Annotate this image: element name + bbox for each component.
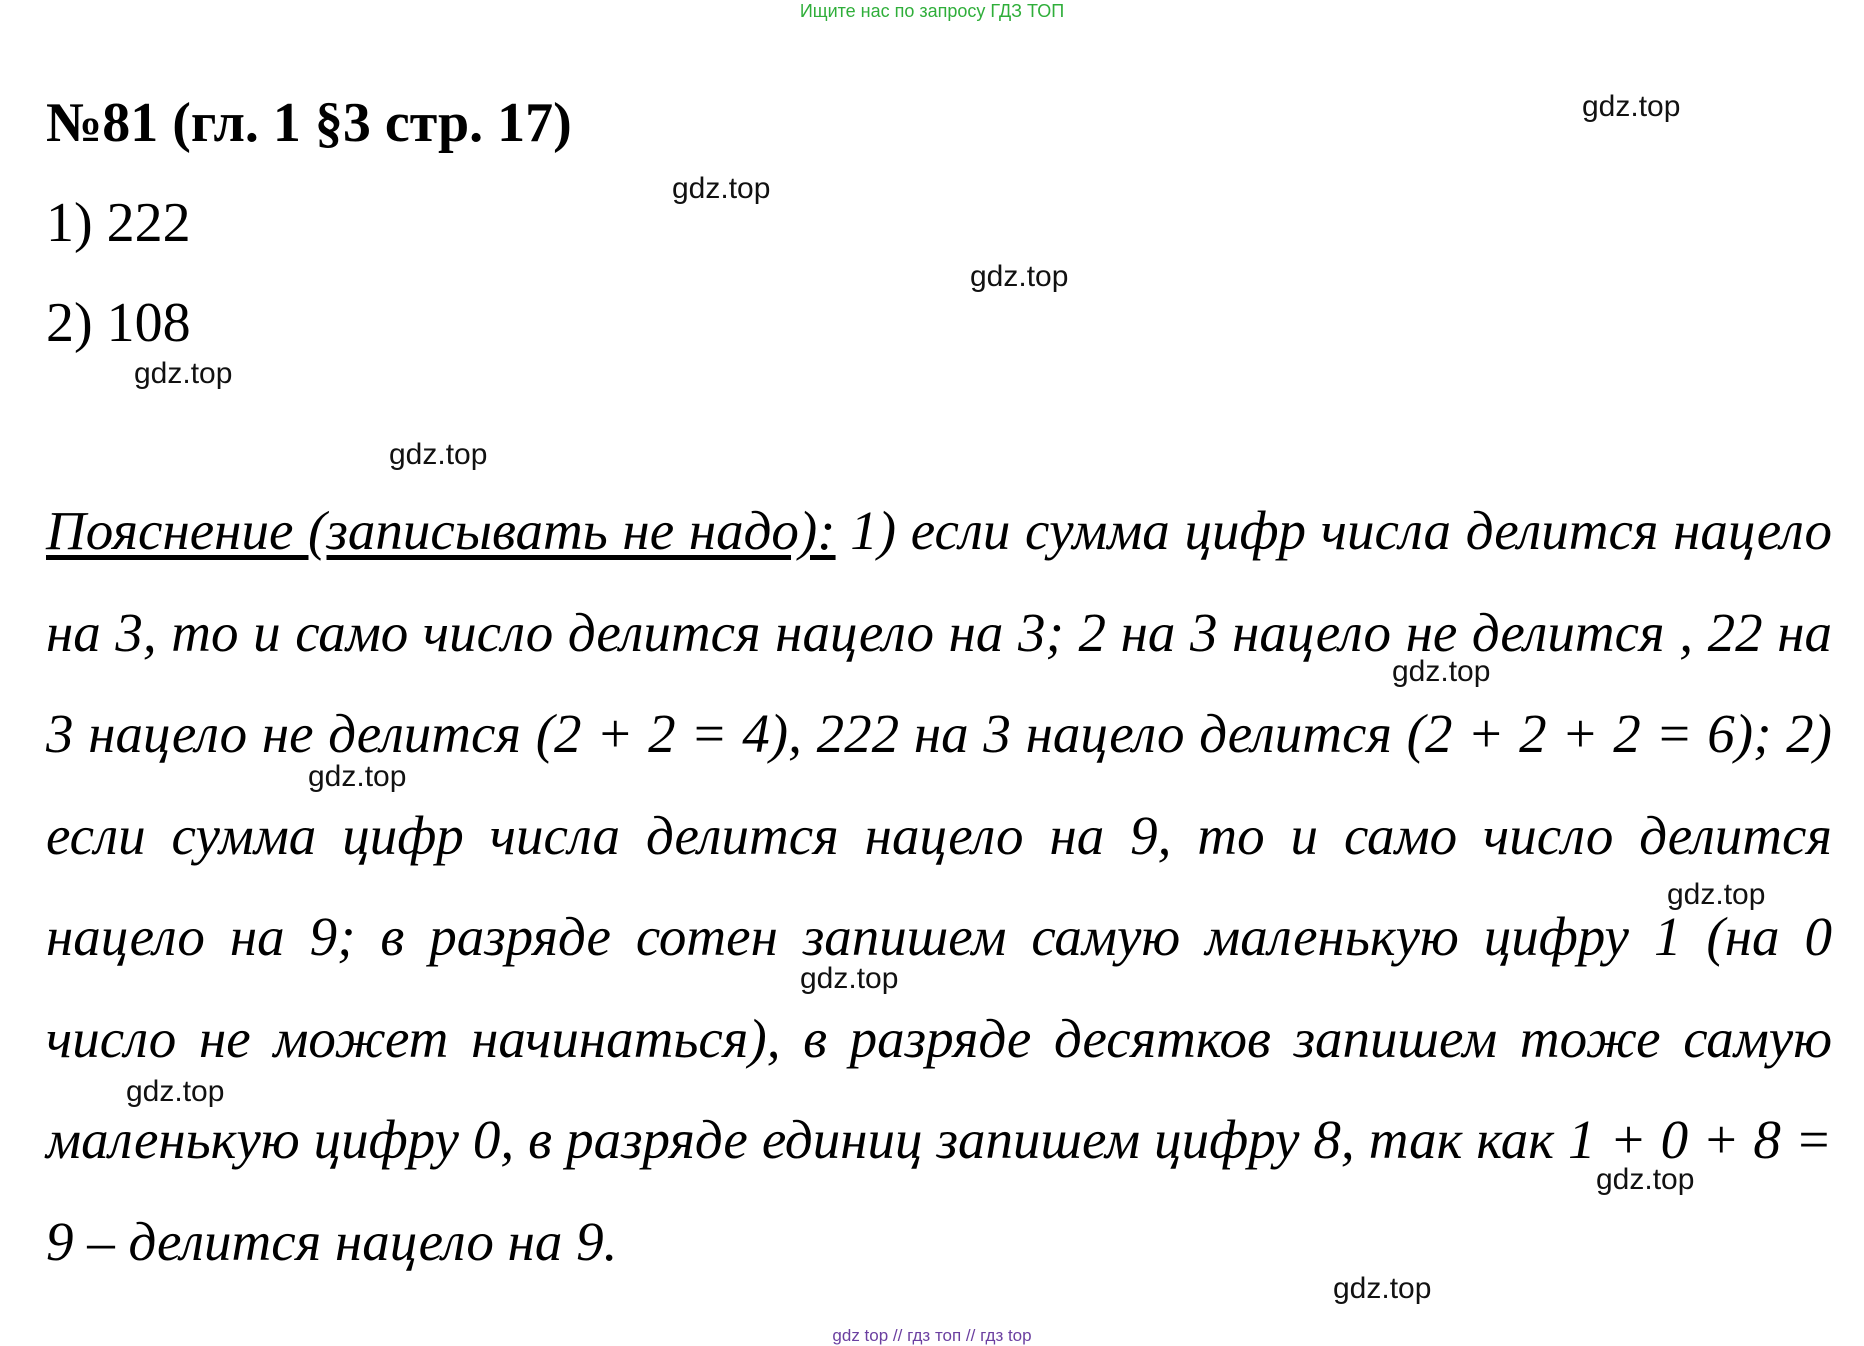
- watermark: gdz.top: [389, 438, 488, 471]
- watermark: gdz.top: [672, 172, 771, 205]
- watermark: gdz.top: [308, 760, 407, 793]
- explanation-text: 1) если сумма цифр числа делится нацело на 3, то и само число делится нацело на 3; 2 на 3 нацело не делится , 22 на 3 нацело не делится (2 + 2 = 4), 222 на 3 нацело делится (2 + 2 + 2 = 6); 2) если сумма цифр числа делится нацело на 9, то и само число делится нацело на 9; в разряде сотен запишем самую маленькую цифру 1 (на 0 число не может начинаться), в разряде десятков запишем тоже самую маленькую цифру 0, в разряде единиц запишем цифру 8, так как 1 + 0 + 8 = 9 – делится нацело на 9.: [46, 500, 1832, 1272]
- top-banner: Ищите нас по запросу ГДЗ ТОП: [799, 1, 1065, 21]
- page-title: №81 (гл. 1 §3 стр. 17): [46, 92, 572, 154]
- explanation-label: Пояснение (записывать не надо):: [46, 500, 836, 561]
- watermark: gdz.top: [800, 962, 899, 995]
- watermark: gdz.top: [134, 357, 233, 390]
- watermark: gdz.top: [970, 260, 1069, 293]
- watermark: gdz.top: [1582, 90, 1681, 123]
- watermark: gdz.top: [1667, 878, 1766, 911]
- answer-1: 1) 222: [46, 192, 191, 254]
- answer-2: 2) 108: [46, 292, 191, 354]
- watermark: gdz.top: [1596, 1163, 1695, 1196]
- watermark: gdz.top: [1392, 655, 1491, 688]
- watermark: gdz.top: [1333, 1272, 1432, 1305]
- explanation-paragraph: [46, 480, 1832, 1292]
- watermark: gdz.top: [126, 1075, 225, 1108]
- footer-watermark: gdz top // гдз топ // гдз top: [832, 1326, 1032, 1345]
